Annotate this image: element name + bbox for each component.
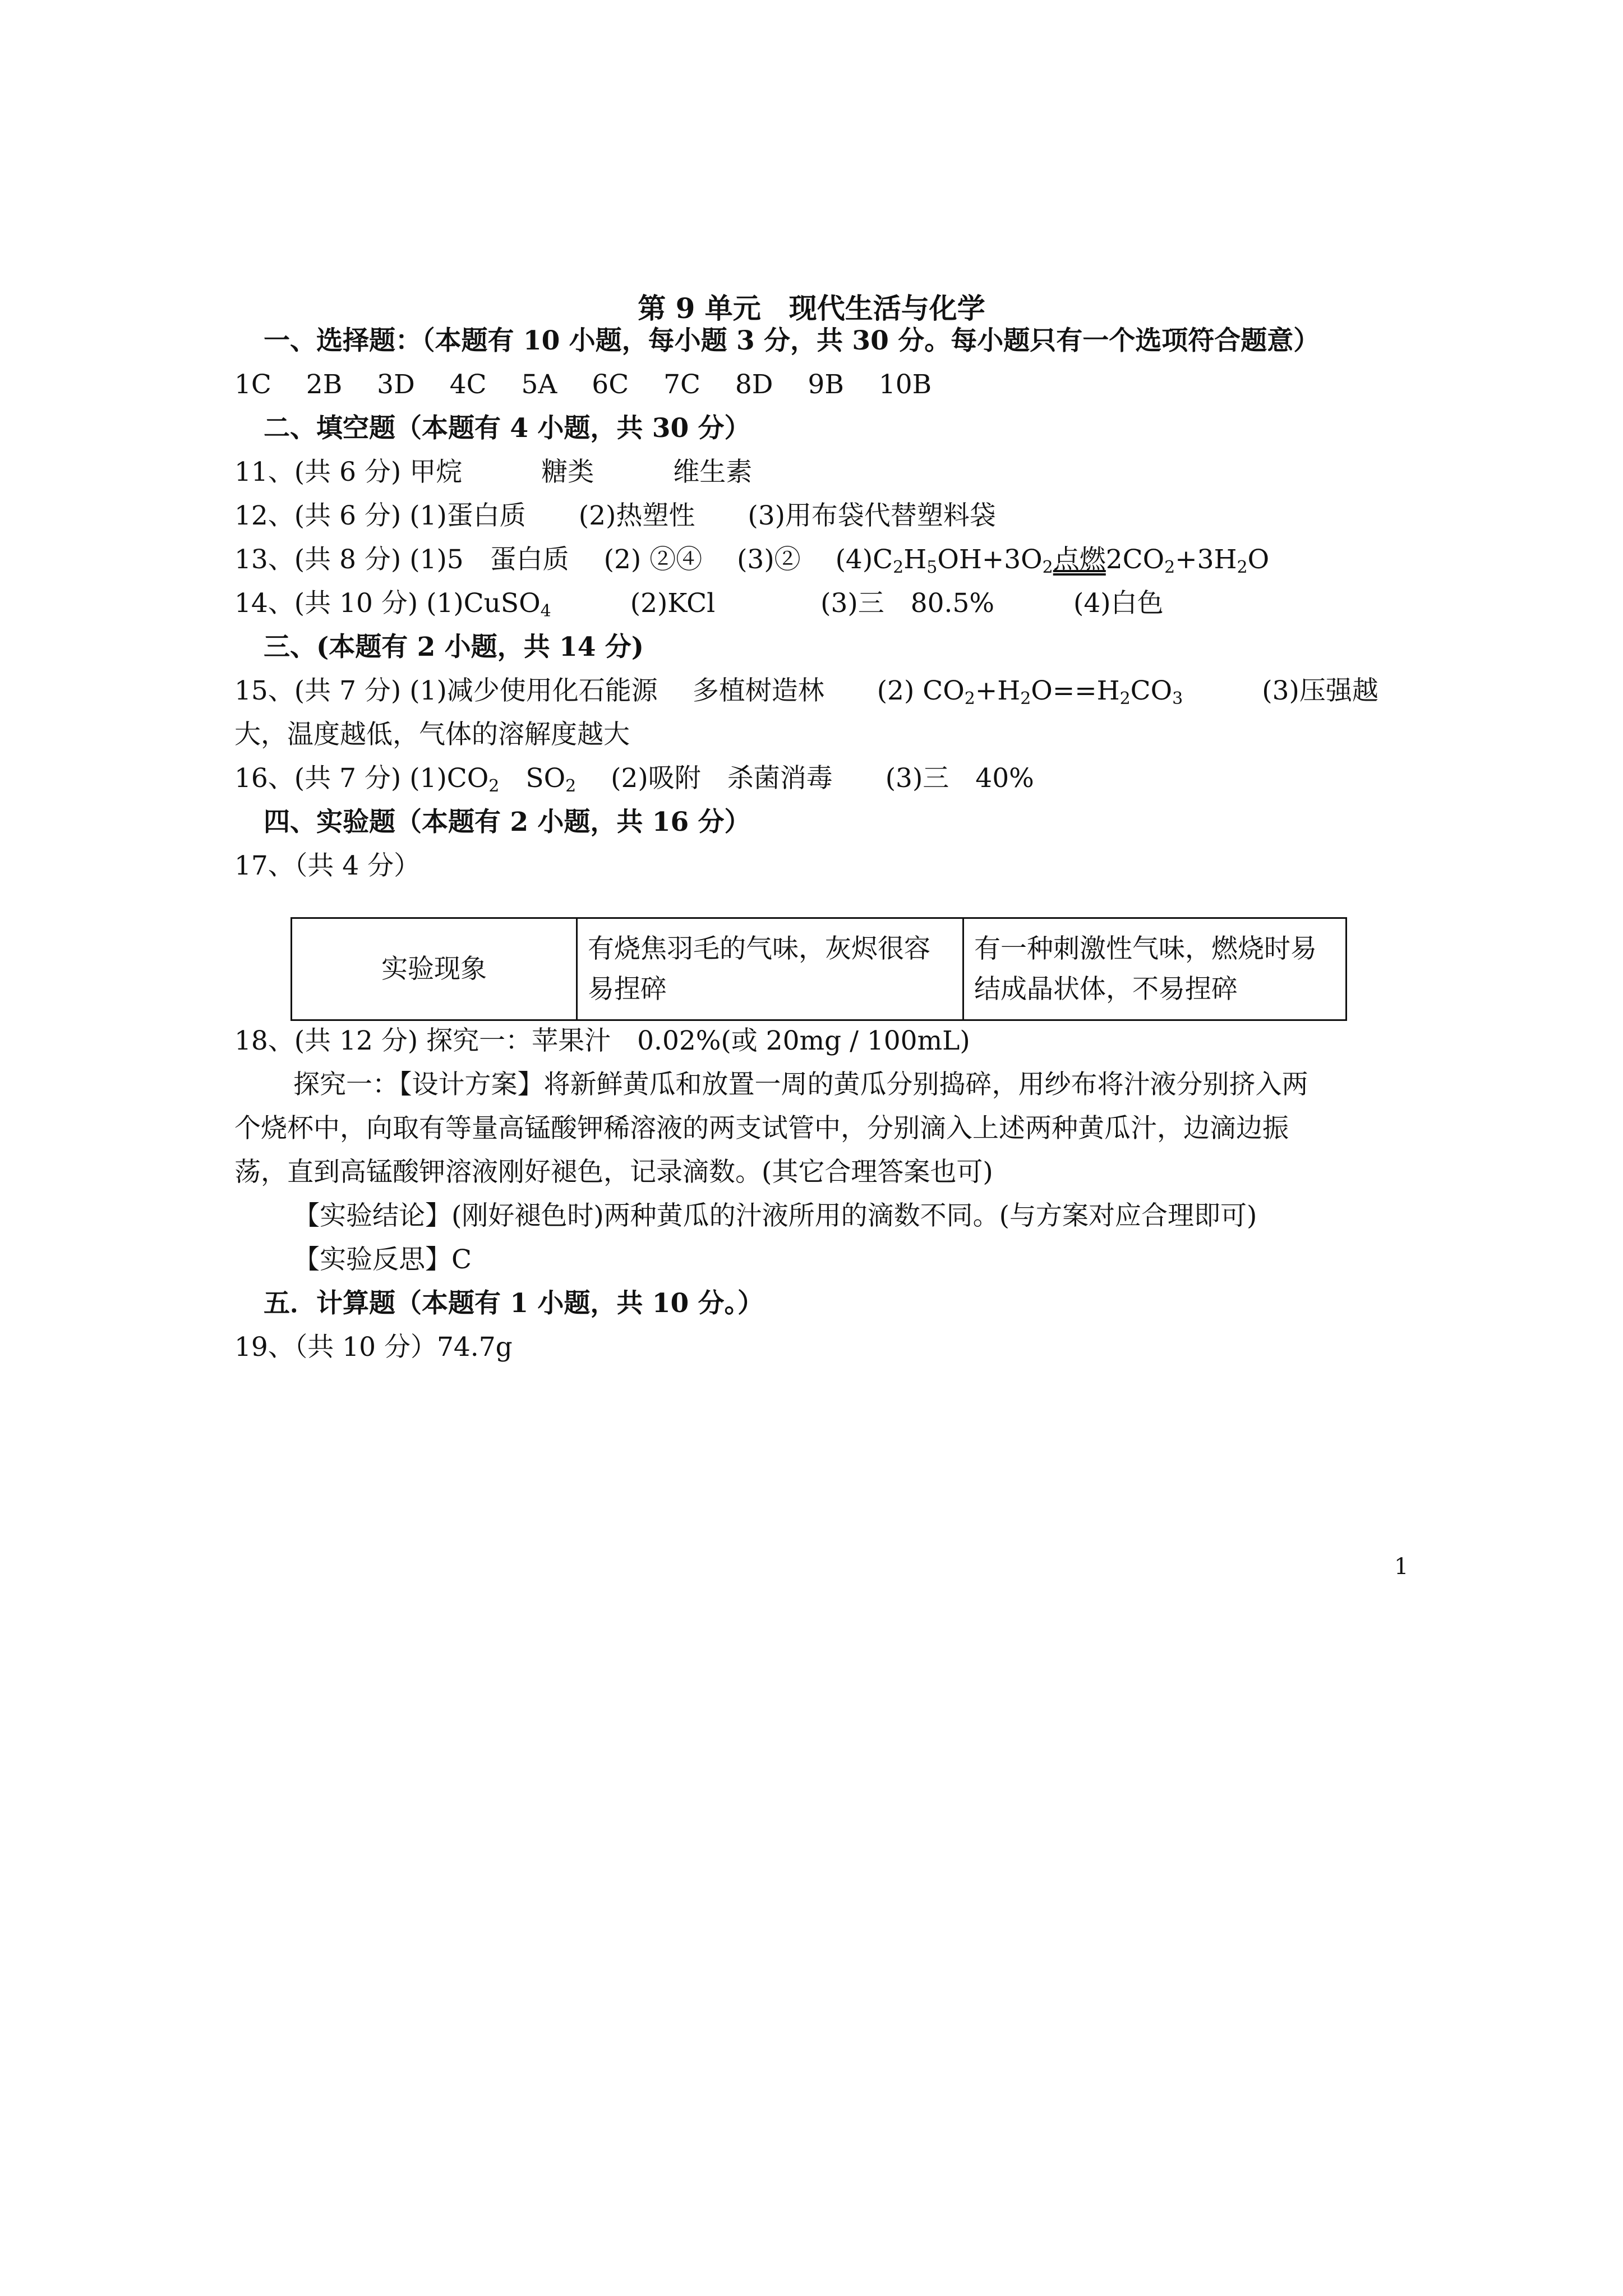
- page-title: 第 9 单元 现代生活与化学: [638, 292, 985, 325]
- section-5-heading: 五．计算题（本题有 1 小题，共 10 分。）: [264, 1288, 764, 1319]
- answer-17-label: 17、（共 4 分）: [234, 850, 421, 881]
- answer-19: 19、（共 10 分）74.7g: [234, 1332, 513, 1363]
- choice-answers: 1C 2B 3D 4C 5A 6C 7C 8D 9B 10B: [234, 369, 932, 400]
- answer-15: 15、(共 7 分) (1)减少使用化石能源 多植树造林 (2) $CO_2+H_2O==H_2CO_3$ (3)压强越: [234, 675, 1378, 708]
- experiment-table: [291, 917, 1347, 1021]
- table-cell: 有烧焦羽毛的气味，灰烬很容易捏碎: [577, 918, 963, 1020]
- reaction-condition: 点燃: [1053, 544, 1106, 575]
- table-cell: 有一种刺激性气味，燃烧时易结成晶状体，不易捏碎: [963, 918, 1347, 1020]
- table-row: [292, 918, 1347, 1020]
- table-header-cell: 实验现象: [292, 918, 577, 1020]
- section-2-heading: 二、填空题（本题有 4 小题，共 30 分）: [264, 413, 751, 444]
- section-1-heading: 一、选择题：（本题有 10 小题，每小题 3 分，共 30 分。每小题只有一个选项符合题意）: [264, 325, 1320, 356]
- answer-18-reflection: 【实验反思】C: [293, 1244, 472, 1275]
- section-3-heading: 三、(本题有 2 小题，共 14 分): [264, 632, 644, 662]
- answer-12: 12、(共 6 分) (1)蛋白质 (2)热塑性 (3)用布袋代替塑料袋: [234, 500, 996, 531]
- answer-18-design-1: 探究一：【设计方案】将新鲜黄瓜和放置一周的黄瓜分别捣碎，用纱布将汁液分别挤入两: [293, 1069, 1308, 1100]
- answer-11: 11、(共 6 分) 甲烷 糖类 维生素: [234, 457, 753, 487]
- answer-18-design-3: 荡，直到高锰酸钾溶液刚好褪色，记录滴数。(其它合理答案也可): [234, 1157, 993, 1188]
- section-4-heading: 四、实验题（本题有 2 小题，共 16 分）: [264, 807, 751, 838]
- answer-18-design-2: 个烧杯中，向取有等量高锰酸钾稀溶液的两支试管中，分别滴入上述两种黄瓜汁，边滴边振: [234, 1113, 1289, 1144]
- answer-14: 14、(共 10 分) (1)CuSO$_4$ (2)KCl (3)三 80.5% (4)白色: [234, 588, 1164, 621]
- answer-15-continued: 大，温度越低，气体的溶解度越大: [234, 719, 630, 750]
- answer-18: 18、(共 12 分) 探究一：苹果汁 0.02%(或 20mg / 100mL): [234, 1025, 970, 1056]
- answer-13: 13、(共 8 分) (1)5 蛋白质 (2) ②④ (3)② $(4)C_2H_5OH+3O_2$点燃$2CO_2+3H_2O$: [234, 544, 1270, 577]
- answer-18-conclusion: 【实验结论】(刚好褪色时)两种黄瓜的汁液所用的滴数不同。(与方案对应合理即可): [293, 1200, 1257, 1231]
- page-number: 1: [1394, 1554, 1409, 1580]
- answer-16: 16、(共 7 分) $(1)CO_2$ $SO_2$ (2)吸附 杀菌消毒 (3)三 40%: [234, 763, 1034, 796]
